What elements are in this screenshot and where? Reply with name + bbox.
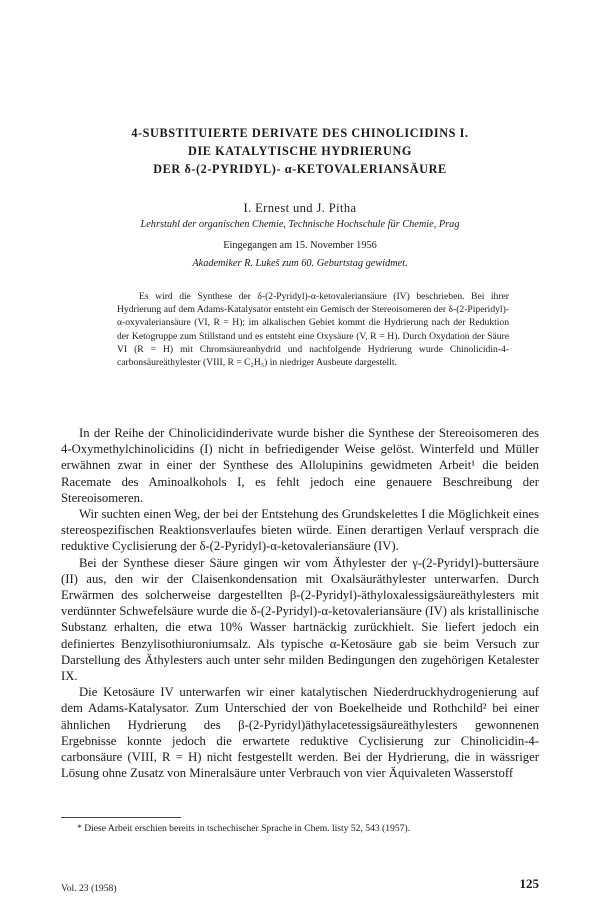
title-line-1: 4-SUBSTITUIERTE DERIVATE DES CHINOLICIDINS I.: [131, 126, 469, 140]
dedication: Akademiker R. Lukeš zum 60. Geburtstag gewidmet.: [192, 258, 408, 269]
received-date: Eingegangen am 15. November 1956: [223, 240, 377, 251]
body-paragraph-3: Bei der Synthese dieser Säure gingen wir vom Äthylester der γ-(2-Pyridyl)-buttersäure (II) aus, den wir der Claisenkondensation mit Oxalsäuräthylester unterwarfen. Durch Erwärmen des solcherweise dargestellten β-(2-Pyridyl)-äthyloxalessigsäureäthylesters mit verdünnter Schwefelsäure wurde die δ-(2-Pyridyl)-α-ketovaleriansäure (IV) als kristallinische Substanz erhalten, die etwa 10% Wasser hartnäckig zurückhielt. Sie liefert jedoch ein definiertes Benzylisothiuroniumsalz. Als typische α-Ketosäure gab sie beim Versuch zur Darstellung des Äthylesters auch unter sehr milden Bedingungen den zugehörigen Ketalester IX.: [61, 555, 539, 684]
body-paragraph-4: Die Ketosäure IV unterwarfen wir einer katalytischen Niederdruckhydrogenierung auf dem Adams-Katalysator. Zum Unterschied der von Boekelheide und Rothchild² bei einer ähnlichen Hydrierung des β-(2-Pyridyl)äthylacetessigsäureäthylesters gewonnenen Ergebnisse konnte jedoch die erwartete reduktive Cyclisierung zur Chinolicidin-4-carbonsäure (VIII, R = H) nicht festgestellt werden. Bei der Hydrierung, die in wässriger Lösung ohne Zusatz von Mineralsäure unter Verbrauch von vier Äquivaleten Wasserstoff: [61, 685, 539, 781]
footnote: * Diese Arbeit erschien bereits in tschechischer Sprache in Chem. listy 52, 543 (1957).: [77, 823, 411, 834]
page-number: 125: [519, 876, 539, 891]
affiliation: Lehrstuhl der organischen Chemie, Technische Hochschule für Chemie, Prag: [140, 219, 460, 230]
body-paragraph-2: Wir suchten einen Weg, der bei der Entstehung des Grundskelettes I die Möglichkeit eines stereospezifischen Reaktionsverlaufes bieten würde. Einen derartigen Verlauf versprach die reduktive Cyclisierung der δ-(2-Pyridyl)-α-ketovaleriansäure (IV).: [61, 507, 539, 554]
footnote-divider: [61, 817, 181, 818]
title-line-3: DER δ-(2-PYRIDYL)- α-KETOVALERIANSÄURE: [153, 162, 447, 176]
abstract: Es wird die Synthese der δ-(2-Pyridyl)-α-ketovaleriansäure (IV) beschrieben. Bei ihrer Hydrierung auf dem Adams-Katalysator entsteht ein Gemisch der Stereoisomeren der δ-(2-Piperidyl)-α-oxyvaleriansäure (VI, R = H); im alkalischen Gebiet kommt die Hydrierung nach der Reduktion der Ketogruppe zum Stillstand und es entsteht eine Oxysäure (V, R = H). Durch Oxydation der Säure VI (R = H) mit Chromsäureanhydrid und nachfolgende Hydrierung wurde Chinolicidin-4-carbonsäureäthylester (VIII, R = C₂H₅) in niedriger Ausbeute dargestellt.: [117, 291, 509, 369]
body-text: [61, 425, 539, 781]
authors: I. Ernest und J. Pitha: [243, 201, 357, 215]
title-line-2: DIE KATALYTISCHE HYDRIERUNG: [188, 144, 412, 158]
journal-volume: Vol. 23 (1958): [61, 883, 117, 894]
body-paragraph-1: In der Reihe der Chinolicidinderivate wurde bisher die Synthese der Stereoisomeren des 4-Oxymethylchinolicidins (I) nicht in befriedigender Weise gelöst. Winterfeld und Müller erwähnen zwar in einer der Synthese des Allolupinins gewidmeten Arbeit¹ die beiden Racemate des Aminoalkohols I, es fehlt jedoch eine genauere Beschreibung der Stereoisomeren.: [61, 426, 539, 505]
